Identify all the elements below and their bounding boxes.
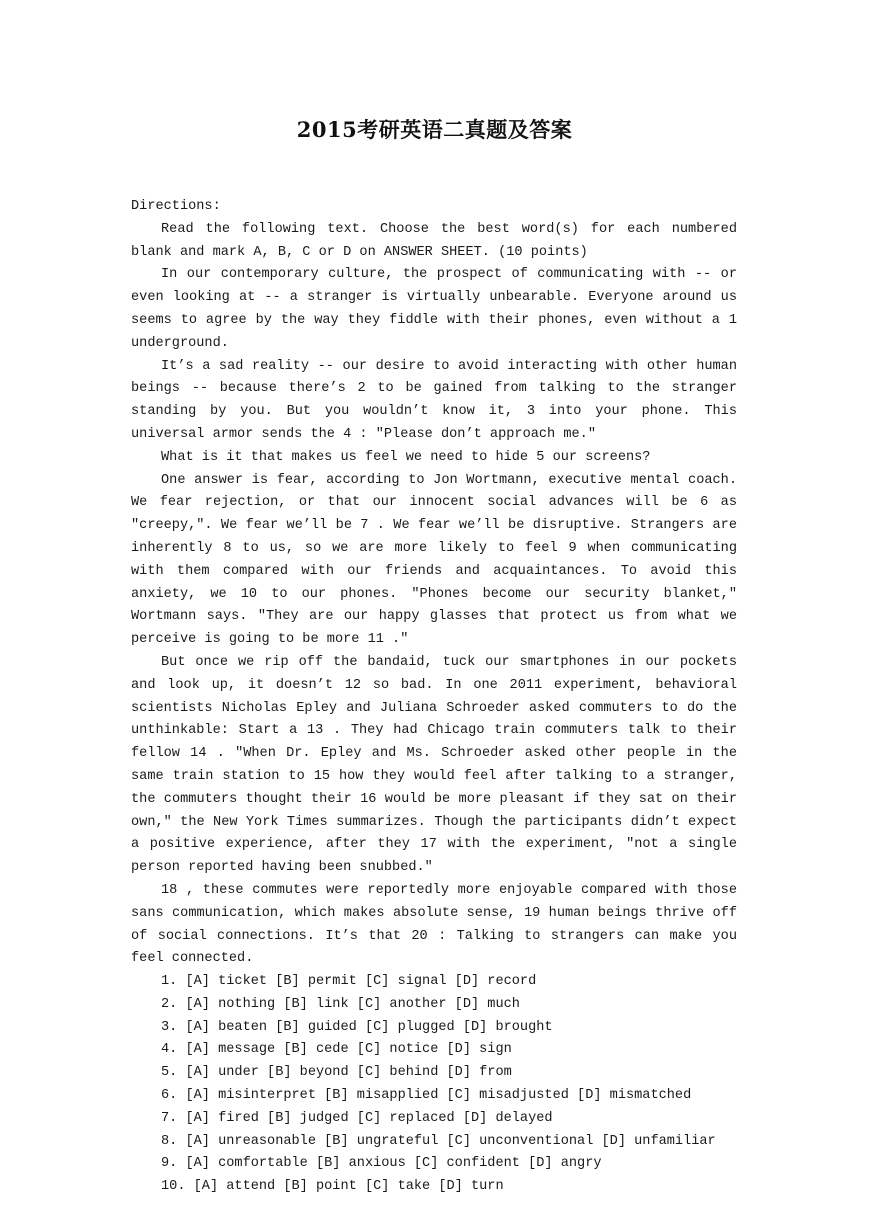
option-item-1: 1. [A] ticket [B] permit [C] signal [D] record bbox=[161, 974, 537, 990]
paragraph-6: 18 , these commutes were reportedly more enjoyable compared with those sans communication, which makes absolute sense, 19 human beings thrive off of social connections. It’s that 20 : Talking to strangers can make you feel connected. bbox=[131, 882, 737, 967]
paragraph-5: But once we rip off the bandaid, tuck our smartphones in our pockets and look up, it doesn’t 12 so bad. In one 2011 experiment, behavioral scientists Nicholas Epley and Juliana Schroeder asked commuters to do the unthinkable: Start a 13 . They had Chicago train commuters talk to their fellow 14 . "When Dr. Epley and Ms. Schroeder asked other people in the same train station to 15 how they would feel after talking to a stranger, the commuters thought their 16 would be more pleasant if they sat on their own," the New York Times summarizes. Though the participants didn’t expect a positive experience, after they 17 with the experiment, "not a single person reported having been snubbed." bbox=[131, 654, 737, 876]
paragraph-2: It’s a sad reality -- our desire to avoid interacting with other human beings -- because there’s 2 to be gained from talking to the stranger standing by you. But you wouldn’t know it, 3 into your phone. This universal armor sends the 4 : "Please don’t approach me." bbox=[131, 358, 737, 442]
document-body bbox=[131, 196, 737, 1199]
option-item-6: 6. [A] misinterpret [B] misapplied [C] misadjusted [D] mismatched bbox=[161, 1088, 692, 1104]
option-item-10: 10. [A] attend [B] point [C] take [D] turn bbox=[161, 1179, 504, 1195]
option-item-8: 8. [A] unreasonable [B] ungrateful [C] unconventional [D] unfamiliar bbox=[161, 1133, 716, 1149]
instructions-text: Read the following text. Choose the best word(s) for each numbered blank and mark A, B, C or D on ANSWER SHEET. (10 points) bbox=[131, 221, 737, 260]
answer-options-list bbox=[131, 971, 737, 1199]
option-item-5: 5. [A] under [B] beyond [C] behind [D] from bbox=[161, 1065, 512, 1081]
option-item-7: 7. [A] fired [B] judged [C] replaced [D] delayed bbox=[161, 1110, 553, 1126]
page-title: 2015考研英语二真题及答案 bbox=[296, 117, 573, 142]
option-item-2: 2. [A] nothing [B] link [C] another [D] much bbox=[161, 996, 520, 1012]
option-item-4: 4. [A] message [B] cede [C] notice [D] sign bbox=[161, 1042, 512, 1058]
paragraph-4: One answer is fear, according to Jon Wortmann, executive mental coach. We fear rejection, or that our innocent social advances will be 6 as "creepy,". We fear we’ll be 7 . We fear we’ll be disruptive. Strangers are inherently 8 to us, so we are more likely to feel 9 when communicating with them compared with our friends and acquaintances. To avoid this anxiety, we 10 to our phones. "Phones become our security blanket," Wortmann says. "They are our happy glasses that protect us from what we perceive is going to be more 11 ." bbox=[131, 472, 737, 648]
paragraph-3: What is it that makes us feel we need to hide 5 our screens? bbox=[161, 449, 651, 465]
option-item-3: 3. [A] beaten [B] guided [C] plugged [D] brought bbox=[161, 1019, 553, 1035]
option-item-9: 9. [A] comfortable [B] anxious [C] confident [D] angry bbox=[161, 1156, 602, 1172]
directions-label: Directions: bbox=[131, 199, 221, 214]
paragraph-1: In our contemporary culture, the prospect of communicating with -- or even looking at -- a stranger is virtually unbearable. Everyone around us seems to agree by the way they fiddle with their phones, even without a 1 underground. bbox=[131, 267, 737, 351]
